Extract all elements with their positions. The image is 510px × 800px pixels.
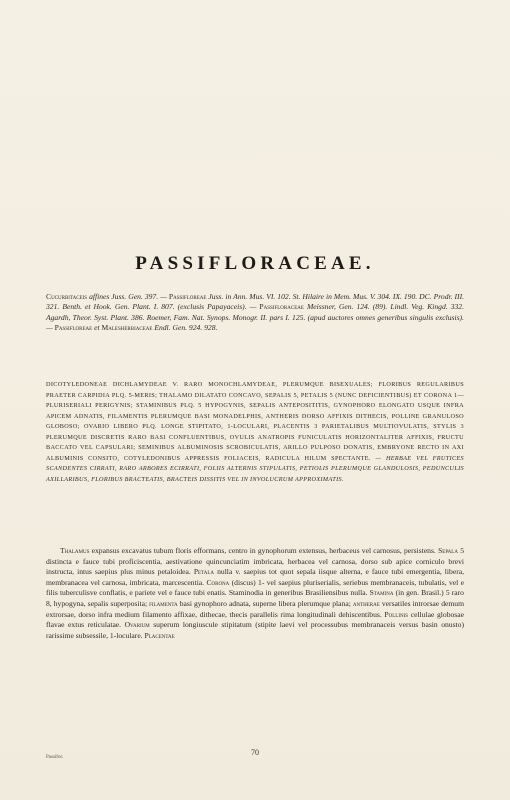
desc-text-2: 5 distincta e fauce tubi proficiscentia, aestivatione quincunciatim imbricata, herbacea vel carnosa, dorso sub apice corniculo brevi instructa, intus saepius plus minus petaloidea. (46, 546, 464, 577)
desc-pollinis: Pollinis (384, 609, 409, 619)
desc-text-1: expansus excavatus tubum floris efformans, centro in gynophorum extensus, herbaceus vel carnosus, persistens. (89, 546, 439, 555)
description-paragraph (46, 546, 464, 641)
synonymy-passifloraceae: Passifloraceae (259, 302, 304, 312)
synonymy-et: et (92, 323, 102, 333)
page-title: PASSIFLORACEAE. (135, 253, 375, 274)
desc-thalamus: Thalamus (60, 546, 90, 555)
desc-filamenta: filamenta (149, 598, 178, 608)
desc-text-8: cellulae globosae flavae extus reticulatae. (46, 609, 464, 630)
desc-placentae: Placentae (144, 630, 175, 640)
desc-ovarium: Ovarium (124, 620, 150, 630)
synonymy-passifloreae-2: Passifloreae (54, 323, 93, 333)
signature-mark: Passifor. (46, 755, 64, 760)
synonymy-text-3: Meissner, Gen. 124. (89). Lindl. Veg. Kingd. 332. Agardh, Theor. Syst. Plant. 386. Roemer, Fam. Nat. Synops. Monogr. II. pars I. 125. (apud auctores omnes generibus singulis exclusis). — (46, 302, 464, 333)
synonymy-affines: affines (89, 292, 110, 301)
desc-text-4: (discus) 1- vel saepius pluriserialis, seriebus membranaceis, tubulatis, vel e filis tuberculisve conflatis, e pariete vel e fauce tubi enatis. Staminodia in generibus Brasiliensibus nulla. (46, 577, 464, 598)
desc-sepala: Sepala (438, 546, 458, 555)
desc-stamina: Stamina (369, 588, 394, 598)
diagnosis-roman: DICOTYLEDONEAE DICHLAMYDEAE V. RARO MONOCHLAMYDEAE, PLERUMQUE BISEXUALES; FLORIBUS REGULARIBUS PRAETER CARPIDIA PLQ. 5-MERIS; THALAMO DILATATO CONCAVO, SEPALIS 5, PETALIS 5 (NUNC DEFICIENTIBUS) ET CORONA 1—PLURISERIALI PERIGYNIS; STAMINIBUS PLQ. 5 HYPOGYNIS, SEPALIS ANTEPOSITITIS, GYNOPHORO ELONGATO USQUE INFRA APICEM ADNATIS, FILAMENTIS PLERUMQUE BASI MONADELPHIS, ANTHERIS DORSO AFFIXIS DITHECIS, POLLINE GRANULOSO GLOBOSO; OVARIO LIBERO PLQ. LONGE STIPITATO, 1-LOCULARI, PLACENTIS 3 PARIETALIBUS MULTIOVULATIS, STYLIS 3 PLERUMQUE DISCRETIS RARO BASI CONFLUENTIBUS, OVULIS ANATROPIS FUNICULATIS HORIZONTALITER AFFIXIS, FRUCTU BACCATO VEL CAPSULARI; SEMINIBUS ALBUMINOSIS SCROBICULATIS, ARILLO PULPOSO DONATIS, EMBRYONE RECTO IN AXI ALBUMINIS CONSITO, COTYLEDONIBUS APPRESSIS FOLIACEIS, RADICULA HILUM SPECTANTE. (46, 381, 464, 462)
desc-antherae: antherae (352, 598, 380, 608)
desc-corona: Corona (206, 577, 230, 587)
desc-text-3: nulla v. saepius tot quot sepala iisque alterna, e fauce tubi emergentia, libera, membranacea vel carnosa, imbricata, marcescentia. (46, 567, 464, 587)
desc-text-7: versatiles introrsae demum extrorsae, dorso infra medium filamento affixae, dithecae, thecis parallelis rima longitudinali dehiscentibus. (46, 598, 464, 619)
desc-text-6: basi gynophoro adnata, superne libera plerumque plana; (177, 598, 353, 608)
desc-petala: Petala (193, 567, 215, 577)
page-number: 70 (251, 748, 259, 757)
desc-text-5: (in gen. Brasil.) 5 raro 8, hypogyna, sepalis superposita; (46, 588, 464, 608)
synonymy-lead: Cucurbitaceis (46, 292, 88, 301)
synonymy-paragraph (46, 292, 464, 334)
synonymy-passifloreae: Passifloreae (168, 292, 207, 301)
desc-text-9: superum longiuscule stipitatum (stipite laevi vel processubus membranaceis versus basin onusto) rarissime subsessile, 1-loculare. (46, 620, 464, 640)
synonymy-malesherbiaceae: Malesherbiaceae (101, 323, 153, 333)
diagnosis-paragraph (46, 380, 464, 485)
diagnosis-italic: — HERBAE VEL FRUTICES SCANDENTES CIRRATI, RARO ARBORES ECIRRATI, FOLIIS ALTERNIS STIPULATIS, PETIOLIS PLERUMQUE GLANDULOSIS, PEDUNCULIS AXILLARIBUS, FLORIBUS BRACTEATIS, BRACTEIS DISSITIS VEL IN INVOLUCRUM APPROXIMATIS. (46, 454, 464, 483)
synonymy-text-2: Juss. in Ann. Mus. VI. 102. St. Hilaire in Mem. Mus. V. 304. IX. 190. DC. Prodr. III. 321. Benth. et Hook. Gen. Plant. I. 807. (exclusis Papayaceis). — (46, 292, 464, 312)
synonymy-text-1: Juss. Gen. 397. — (109, 292, 169, 301)
synonymy-text-4: Endl. Gen. 924. 928. (152, 323, 218, 333)
